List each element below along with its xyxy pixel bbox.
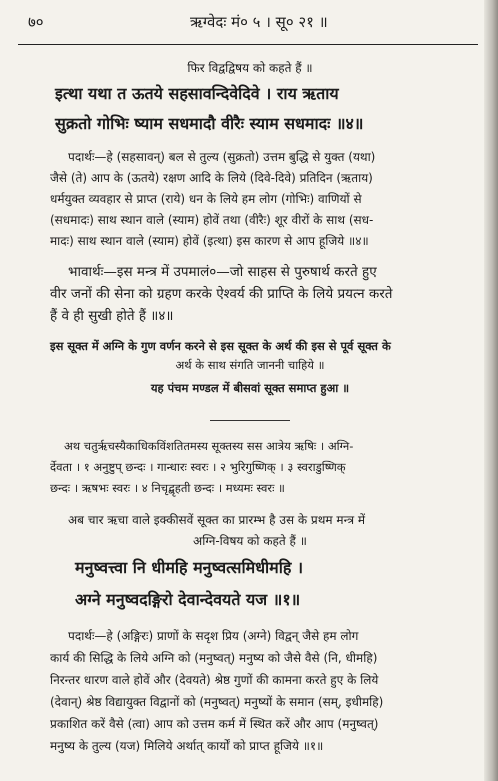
intro-line: अग्नि-विषय को कहते हैं ॥: [193, 534, 307, 548]
summary-line: अर्थ के साथ संगति जाननी चाहिये ॥: [175, 358, 325, 372]
verse-line: सुक्रतो गोभिः ष्याम सधमादौ वीरैः स्याम सधमादः ॥४॥: [55, 114, 364, 133]
summary-line: इस सूक्त में अग्नि के गुण वर्णन करने से इस सूक्त के अर्थ की इस से पूर्व सूक्त के: [50, 339, 391, 353]
bhavartha-line: वीर जनों की सेना को ग्रहण करके ऐश्वर्य की प्राप्ति के लिये प्रयत्न करते: [50, 286, 393, 302]
verse-line: इत्था यथा त ऊतये सहसावन्दिवेदिवे । राय ऋताय: [55, 84, 339, 103]
padartha-line: पदार्थः—हे (सहसावन्) बल से तुल्य (सुक्रतो) उत्तम बुद्धि से युक्त (यथा): [68, 150, 376, 164]
rishi-line: छन्दः । ऋषभः स्वरः । ४ निचृद्बृहती छन्दः । मध्यमः स्वरः ॥: [50, 481, 285, 495]
padartha-line: मनुष्य के तुल्य (यज) मिलिये अर्थात् कार्यों को प्राप्त हूजिये ॥१॥: [50, 739, 324, 753]
page-header: [20, 12, 480, 34]
verse-line: अग्ने मनुष्वदङ्गिरो देवान्देवयते यज ॥१॥: [75, 590, 301, 609]
section-separator: [210, 420, 290, 421]
padartha-line: कार्य की सिद्धि के लिये अग्नि को (मनुष्वत्) मनुष्य को जैसे वैसे (नि, धीमहि): [50, 651, 378, 665]
padartha-line: (सधमादः) साथ स्थान वाले (स्याम) होवें तथा (वीरैः) शूर वीरों के साथ (सध-: [50, 213, 374, 227]
bhavartha-line: हैं वे ही सुखी होते हैं ॥४॥: [50, 308, 174, 324]
intro-line: फिर विद्वद्विषय को कहते हैं ॥: [187, 61, 313, 75]
padartha-line: निरन्तर धारण वाले होवें और (देवयते) श्रेष्ठ गुणों की कामना करते हुए के लिये: [50, 673, 379, 687]
closing-line: यह पंचम मण्डल में बीसवां सूक्त समाप्त हुआ ॥: [150, 381, 350, 395]
page-number: ७०: [28, 13, 44, 31]
bhavartha-line: भावार्थः—इस मन्त्र में उपमालं०—जो साहस से पुरुषार्थ करते हुए: [68, 264, 377, 280]
rishi-line: अथ चतुर्ऋचस्यैकाधिकविंशतितमस्य सूक्तस्य सस आत्रेय ऋषिः । अग्नि-: [64, 439, 354, 453]
padartha-line: (देवान्) श्रेष्ठ विद्यायुक्त विद्वानों को (मनुष्वत्) मनुष्यों के समान (सम्, इधीमहि): [50, 695, 384, 709]
padartha-line: जैसे (ते) आप के (ऊतये) रक्षण आदि के लिये (दिवे-दिवे) प्रतिदिन (ऋताय): [50, 171, 373, 185]
intro-line: अब चार ऋचा वाले इक्कीसवें सूक्त का प्रारम्भ है उस के प्रथम मन्त्र में: [68, 513, 366, 527]
header-rule: [18, 44, 478, 45]
padartha-line: मादः) साथ स्थान वाले (स्याम) होवें (इत्था) इस कारण से आप हूजिये ॥४॥: [50, 234, 369, 248]
padartha-line: पदार्थः—हे (अङ्गिरः) प्राणों के सदृश प्रिय (अग्ने) विद्वन् जैसे हम लोग: [68, 629, 359, 643]
verse-line: मनुष्वत्त्वा नि धीमहि मनुष्वत्समिधीमहि ।: [75, 558, 304, 577]
rishi-line: र्देवता । १ अनुष्टुप् छन्दः । गान्धारः स्वरः । २ भुरिगुष्णिक् । ३ स्वराडुष्णिक्: [50, 460, 346, 474]
padartha-line: धर्मयुक्त व्यवहार से प्राप्त (राये) धन के लिये हम लोग (गोभिः) वाणियों से: [50, 192, 362, 206]
page-edge: [484, 0, 498, 781]
padartha-line: प्रकाशित करें वैसे (त्वा) आप को उत्तम कर्म में स्थित करें और आप (मनुष्वत्): [50, 717, 379, 731]
running-title: ऋग्वेदः मं० ५ । सू० २१ ॥: [190, 13, 328, 31]
